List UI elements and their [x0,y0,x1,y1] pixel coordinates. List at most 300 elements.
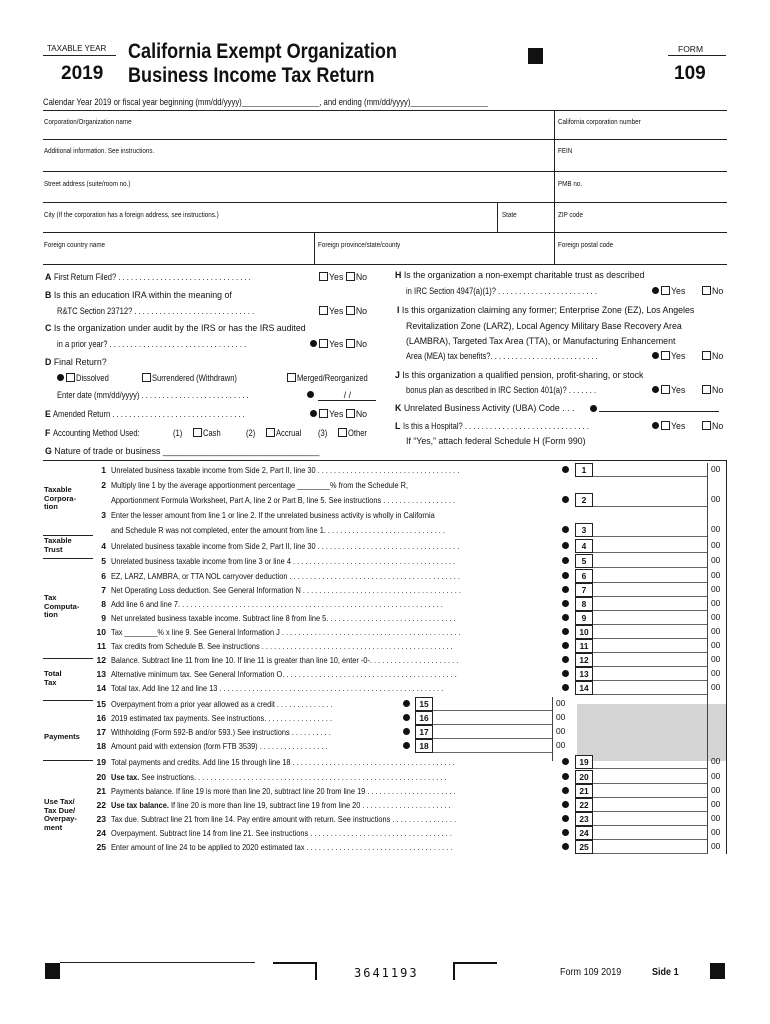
pmb-field[interactable]: PMB no. [558,179,583,188]
checkbox[interactable] [266,428,275,437]
tax-line-5 [93,554,511,568]
line-description [111,699,332,709]
tax-line-7 [93,583,518,597]
cents-column-divider [707,463,708,854]
line-description-text: Enter the lesser amount from line 1 or line 2. If the unrelated business activity is wholly in California [111,510,435,520]
bullet-icon [562,787,569,794]
cents-label: 00 [711,841,721,851]
line-description-text: Withholding (Form 592-B and/or 593.) See instructions . . . . . . . . . . [111,727,331,737]
question-g[interactable]: G Nature of trade or business ________________________________ [45,446,320,456]
bullet-icon [562,758,569,765]
checkbox[interactable] [702,351,711,360]
amount-input-line-20[interactable] [593,770,707,784]
bullet-icon [562,815,569,822]
question-c-cont: in a prior year? . . . . . . . . . . . . . . . . . . . . . . . . . . . . . . . . . [57,339,247,349]
tax-line-4 [93,539,516,553]
line-box-9: 9 [575,611,593,625]
line-description [111,727,331,737]
line-description-text: Multiply line 1 by the average apportionment percentage ________% from the Schedule R, [111,480,409,490]
cents-label: 00 [711,464,721,474]
line-box-4: 4 [575,539,593,553]
line-box-17: 17 [415,725,433,739]
line-description-text: Enter amount of line 24 to be applied to 2020 estimated tax . . . . . . . . . . . . . . . . . . . . . . . . . . . . . . . . . . . . [111,842,453,852]
lines-top-rule [43,460,727,461]
bullet-icon [403,742,410,749]
line-description [111,510,435,520]
question-f: F Accounting Method Used: (1) Cash (2) Accrual (3) Other [45,428,368,438]
tax-line-3 [93,508,487,522]
bullet-icon [307,391,314,398]
line-description [111,757,455,767]
line-box-21: 21 [575,784,593,798]
cents-column-divider [552,697,553,761]
bullet-icon [562,642,569,649]
line-box-6: 6 [575,569,593,583]
section-separator [43,658,93,659]
question-a-yes[interactable]: Yes No [319,272,367,282]
bullet-icon [562,526,569,533]
cents-label: 00 [711,540,721,550]
tax-line-2 [93,478,456,492]
question-i-no[interactable]: No [702,351,723,361]
question-i-yes[interactable]: Yes [650,351,685,361]
amount-input-line-10[interactable] [593,625,707,639]
grid-line [43,171,727,172]
bullet-icon [562,600,569,607]
line-description [111,786,456,796]
checkbox[interactable] [346,409,355,418]
question-j-yes[interactable]: Yes [650,385,685,395]
line-number: 25 [96,842,106,852]
line-description-text: and Schedule R was not completed, enter the amount from line 1. . . . . . . . . . . . . . . . . . . . . . . . . . . . . . [111,525,445,535]
line-number: 12 [96,655,106,665]
amount-column-rule [726,460,727,854]
question-i: I Is this organization claiming any former; Enterprise Zone (EZ), Los Angeles [397,305,695,315]
line-description-text: Overpayment from a prior year allowed as a credit . . . . . . . . . . . . . . [111,699,333,709]
cents-label: 00 [711,494,721,504]
amount-input-line-12[interactable] [593,653,707,667]
footer-rule-left [60,962,255,963]
checkbox[interactable] [702,286,711,295]
bullet-icon [562,614,569,621]
line-description [111,641,453,651]
checkbox[interactable] [661,385,670,394]
tax-line-25 [93,840,508,854]
additional-info-field[interactable]: Additional information. See instructions. [44,146,155,155]
section-taxable-corporation: Taxable Corpora- tion [44,485,77,511]
question-l-no[interactable]: No [702,421,723,431]
registration-mark-bottom-right [710,963,725,979]
cents-label: 00 [711,785,721,795]
question-l-yes[interactable]: Yes [650,421,685,431]
grid-vline [497,202,498,232]
amount-input-line-4[interactable] [593,539,707,553]
line-number: 19 [96,757,106,767]
question-b: B Is this an education IRA within the meaning of [45,290,232,300]
bullet-icon [652,287,659,294]
form-title-line2: Business Income Tax Return [128,64,375,87]
bullet-icon [403,714,410,721]
line-description-text: Tax due. Subtract line 21 from line 14. Pay entire amount with return. See instructions . . . . . . . . . . . . . . . . [111,814,457,824]
amount-input-line-9[interactable] [593,611,707,625]
section-tax-computation: Tax Computa- tion [44,593,80,619]
line-description [111,828,452,838]
registration-mark-top [528,48,543,64]
line-box-1: 1 [575,463,593,477]
cents-label: 00 [711,654,721,664]
question-h-yes[interactable]: Yes [650,286,685,296]
amount-input-line-13[interactable] [593,667,707,681]
line-number: 8 [101,599,106,609]
question-d-date-input[interactable]: / / [305,390,376,401]
tax-line-24 [93,826,507,840]
cents-label: 00 [711,756,721,766]
section-separator [43,760,93,761]
question-a: A First Return Filed? . . . . . . . . . . . . . . . . . . . . . . . . . . . . . . . . [45,272,251,282]
line-number: 23 [96,814,106,824]
line-description [111,627,461,637]
line-description-text: Balance. Subtract line 11 from line 10. If line 11 is greater than line 10, enter -0-. . . . . . . . . . . . . . . . . . . . . . [111,655,459,665]
tax-line-21 [93,784,512,798]
checkbox[interactable] [661,421,670,430]
cents-label: 00 [711,640,721,650]
line-description-text: Alternative minimum tax. See General Information O. . . . . . . . . . . . . . . . . . . . . . . . . . . . . . . . . . . . . . . . . . . [111,669,457,679]
checkbox[interactable] [142,373,151,382]
amount-input-line-21[interactable] [593,784,707,798]
line-number: 3 [101,510,106,520]
line-number: 6 [101,571,106,581]
question-j-cont: bonus plan as described in IRC Section 401(a)? . . . . . . . [406,385,597,395]
line-box-15: 15 [415,697,433,711]
bullet-icon [403,728,410,735]
cents-label: 00 [711,668,721,678]
city-field[interactable]: City (If the corporation has a foreign address, see instructions.) [44,210,219,219]
line-box-18: 18 [415,739,433,753]
tax-line-16 [93,711,368,725]
section-use-tax: Use Tax/ Tax Due/ Overpay- ment [44,797,77,832]
cents-label: 00 [556,698,566,708]
line-box-23: 23 [575,812,593,826]
cents-label: 00 [711,771,721,781]
line-box-20: 20 [575,770,593,784]
bullet-icon [562,496,569,503]
line-box-22: 22 [575,798,593,812]
line-description-text: Overpayment. Subtract line 14 from line 21. See instructions . . . . . . . . . . . . . . . . . . . . . . . . . . . . . . . . . . . [111,828,452,838]
line-box-16: 16 [415,711,433,725]
tax-line-12 [93,653,515,667]
line-description-text: Tax credits from Schedule B. See instructions . . . . . . . . . . . . . . . . . . . . . . . . . . . . . . . . . . . . . . . . . . . . . . . [111,641,453,651]
line-box-24: 24 [575,826,593,840]
tax-line-20 [93,770,501,784]
line-description [111,741,327,751]
line-description-text: Net Operating Loss deduction. See General Information N . . . . . . . . . . . . . . . . . . . . . . . . . . . . . . . . . . . . . . . [111,585,461,595]
line-description-text: Payments balance. If line 19 is more than line 20, subtract line 20 from line 19 . . . . . . . . . . . . . . . . . . . . . . [111,786,456,796]
tax-line-19 [93,755,511,769]
line-box-2: 2 [575,493,593,507]
foreign-province-field[interactable]: Foreign province/state/county [318,240,401,249]
line-description [111,571,460,581]
line-description-text: If line 20 is more than line 19, subtract line 19 from line 20 . . . . . . . . . . . . . . . . . . . . . . [168,800,451,810]
line-box-3: 3 [575,523,593,537]
bullet-icon [57,374,64,381]
line-number: 24 [96,828,106,838]
bullet-icon [562,670,569,677]
line-box-12: 12 [575,653,593,667]
tax-line-9 [93,611,512,625]
bullet-icon [652,386,659,393]
line-number: 14 [96,683,106,693]
grid-line [43,202,727,203]
section-total-tax: Total Tax [44,669,62,687]
ca-corp-number-field[interactable]: California corporation number [558,117,641,126]
line-description [111,599,443,609]
line-number: 22 [96,800,106,810]
bullet-icon [562,586,569,593]
line-description [111,669,457,679]
grid-line [43,139,727,140]
line-box-13: 13 [575,667,593,681]
line-number: 2 [101,480,106,490]
checkbox[interactable] [702,421,711,430]
checkbox[interactable] [338,428,347,437]
cents-label: 00 [711,524,721,534]
bullet-icon [652,422,659,429]
tax-year: 2019 [61,63,104,84]
line-number: 13 [96,669,106,679]
line-description-text: Apportionment Formula Worksheet, Part A, line 2 or Part B, line 5. See instructions . . . . . . . . . . . . . . . . . . [111,495,456,505]
line-description-text: Unrelated business taxable income from Side 2, Part II, line 30 . . . . . . . . . . . . . . . . . . . . . . . . . . . . . . . . . . . [111,465,460,475]
checkbox[interactable] [319,272,328,281]
amount-input-line-1[interactable] [593,463,707,477]
barcode-number: 3641193 [354,966,419,980]
form-number: 109 [674,63,706,84]
tax-line-2-cont [111,493,511,507]
tax-line-18 [93,739,363,753]
line-box-19: 19 [575,755,593,769]
bullet-icon [562,557,569,564]
tax-line-11 [93,639,508,653]
bullet-icon [562,656,569,663]
amount-input-line-11[interactable] [593,639,707,653]
checkbox[interactable] [319,409,328,418]
line-box-14: 14 [575,681,593,695]
amount-input-line-8[interactable] [593,597,707,611]
checkbox[interactable] [346,272,355,281]
question-c-yes[interactable]: Yes No [308,339,367,349]
line-number: 5 [101,556,106,566]
form-label: FORM [678,44,704,54]
line-description [111,541,459,551]
line-number: 20 [96,772,106,782]
amount-input-line-25[interactable] [593,840,707,854]
cents-label: 00 [711,682,721,692]
cents-label: 00 [711,827,721,837]
checkbox[interactable] [66,373,75,382]
line-description-text: See instructions. . . . . . . . . . . . . . . . . . . . . . . . . . . . . . . . . . . . . . . . . . . . . . . . . . . . . . . . . . . . . . [139,772,447,782]
registration-mark-bottom-left [45,963,60,979]
question-b-cont: R&TC Section 23712? . . . . . . . . . . . . . . . . . . . . . . . . . . . . . [57,306,255,316]
line-number: 16 [96,713,106,723]
foreign-postal-field[interactable]: Foreign postal code [558,240,614,249]
amount-input-line-2[interactable] [593,493,707,507]
checkbox[interactable] [661,351,670,360]
amount-input-line-15[interactable] [433,697,553,711]
amount-input-line-16[interactable] [433,711,553,725]
line-description [111,800,451,810]
line-box-5: 5 [575,554,593,568]
bullet-icon [652,352,659,359]
question-l-cont: If “Yes,” attach federal Schedule H (Form 990) [406,436,586,446]
checkbox[interactable] [319,339,328,348]
tax-line-8 [93,597,497,611]
line-description [111,713,332,723]
line-description [111,683,443,693]
question-h-cont: in IRC Section 4947(a)(1)? . . . . . . . . . . . . . . . . . . . . . . . . [406,286,597,296]
form-title-line1: California Exempt Organization [128,40,397,63]
line-description [111,556,455,566]
cents-label: 00 [711,584,721,594]
question-k-input[interactable] [588,403,719,414]
amount-input-line-3[interactable] [593,523,707,537]
zip-field[interactable]: ZIP code [558,210,584,219]
question-d-date: Enter date (mm/dd/yyyy) . . . . . . . . . . . . . . . . . . . . . . . . . . [57,390,249,400]
bullet-icon [562,466,569,473]
line-box-7: 7 [575,583,593,597]
footer-form-year: Form 109 2019 [560,966,622,978]
line-description [111,842,452,852]
question-j-no[interactable]: No [702,385,723,395]
question-e-yes[interactable]: Yes No [308,409,367,419]
checkbox[interactable] [287,373,296,382]
line-description-text: Add line 6 and line 7. . . . . . . . . . . . . . . . . . . . . . . . . . . . . . . . . . . . . . . . . . . . . . . . . . . . . . . . . . . . . . . . . [111,599,443,609]
cents-label: 00 [711,555,721,565]
question-i-4: Area (MEA) tax benefits?. . . . . . . . . . . . . . . . . . . . . . . . . . [406,351,598,361]
tax-line-10 [93,625,517,639]
tax-line-3-cont [111,523,499,537]
question-c: C Is the organization under audit by the IRS or has the IRS audited [45,323,306,333]
grid-line [43,264,727,265]
line-description [111,480,408,490]
line-description-bold: Use tax. [111,772,140,782]
section-taxable-trust: Taxable Trust [44,536,72,554]
section-payments: Payments [44,732,80,741]
amount-input-line-7[interactable] [593,583,707,597]
question-b-yes[interactable]: Yes No [319,306,367,316]
line-description [111,772,447,782]
cents-label: 00 [556,740,566,750]
line-box-10: 10 [575,625,593,639]
section-separator [43,700,93,701]
line-description-text: Unrelated business taxable income from Side 2, Part II, line 30 . . . . . . . . . . . . . . . . . . . . . . . . . . . . . . . . . . . [111,541,460,551]
amount-input-line-22[interactable] [593,798,707,812]
cents-label: 00 [556,726,566,736]
bullet-icon [562,773,569,780]
line-description-text: Total payments and credits. Add line 15 through line 18 . . . . . . . . . . . . . . . . . . . . . . . . . . . . . . . . . . . . . . . . [111,757,455,767]
line-description [111,655,458,665]
line-number: 15 [96,699,106,709]
bullet-icon [562,684,569,691]
question-i-3: (LAMBRA), Targeted Tax Area (TTA), or Manufacturing Enhancement [406,336,676,346]
calendar-year-line[interactable]: Calendar Year 2019 or fiscal year beginning (mm/dd/yyyy)__________________, and ending (mm/dd/yyyy)__________________ [43,97,488,107]
amount-input-line-6[interactable] [593,569,707,583]
shaded-area [577,704,726,761]
checkbox[interactable] [661,286,670,295]
line-description [111,585,461,595]
footer-side: Side 1 [652,966,679,978]
line-description [111,465,459,475]
checkbox[interactable] [346,339,355,348]
fein-field[interactable]: FEIN [558,146,573,155]
line-description [111,613,456,623]
state-field[interactable]: State [502,210,517,219]
line-description-text: Tax ________% x line 9. See General Information J . . . . . . . . . . . . . . . . . . . . . . . . . . . . . . . . . . . . . . . . . . . . [111,627,461,637]
question-d-options: Dissolved Surrendered (Withdrawn) Merged/Reorganized [55,373,377,383]
amount-input-line-23[interactable] [593,812,707,826]
line-number: 4 [101,541,106,551]
checkbox[interactable] [193,428,202,437]
question-k: K Unrelated Business Activity (UBA) Code . . . [395,403,575,413]
line-description-text: Amount paid with extension (form FTB 3539) . . . . . . . . . . . . . . . . . [111,741,328,751]
amount-input-line-18[interactable] [433,739,553,753]
line-number: 21 [96,786,106,796]
bullet-icon [590,405,597,412]
line-number: 9 [101,613,106,623]
tax-line-13 [93,667,513,681]
line-box-8: 8 [575,597,593,611]
bullet-icon [562,572,569,579]
grid-line [43,232,727,233]
cents-label: 00 [711,612,721,622]
question-h-no[interactable]: No [702,286,723,296]
amount-input-line-14[interactable] [593,681,707,695]
line-description-text: EZ, LARZ, LAMBRA, or TTA NOL carryover deduction . . . . . . . . . . . . . . . . . . . . . . . . . . . . . . . . . . . . . . . . . . [111,571,460,581]
line-description-text: Unrelated business taxable income from line 3 or line 4 . . . . . . . . . . . . . . . . . . . . . . . . . . . . . . . . . . . . . . . . [111,556,456,566]
line-number: 11 [96,641,106,651]
bullet-icon [562,801,569,808]
checkbox[interactable] [702,385,711,394]
bullet-icon [562,843,569,850]
checkbox[interactable] [346,306,355,315]
bullet-icon [403,700,410,707]
tax-line-17 [93,725,367,739]
cents-label: 00 [556,712,566,722]
amount-input-line-17[interactable] [433,725,553,739]
tax-line-14 [93,681,497,695]
corp-name-field[interactable]: Corporation/Organization name [44,117,132,126]
amount-input-line-5[interactable] [593,554,707,568]
cents-label: 00 [711,626,721,636]
line-description-text: Net unrelated business taxable income. Subtract line 8 from line 5. . . . . . . . . . . . . . . . . . . . . . . . . . . . . . . . [111,613,456,623]
bullet-icon [562,542,569,549]
checkbox[interactable] [319,306,328,315]
question-d: D Final Return? [45,357,107,367]
foreign-country-field[interactable]: Foreign country name [44,240,106,249]
line-number: 18 [96,741,106,751]
question-e: E Amended Return . . . . . . . . . . . . . . . . . . . . . . . . . . . . . . . . [45,409,246,419]
taxable-year-underline [43,55,116,56]
grid-vline [554,110,555,264]
amount-input-line-24[interactable] [593,826,707,840]
amount-input-line-19[interactable] [593,755,707,769]
cents-label: 00 [711,598,721,608]
cents-label: 00 [711,799,721,809]
question-h: H Is the organization a non-exempt charitable trust as described [395,270,645,280]
section-separator [43,558,93,559]
street-address-field[interactable]: Street address (suite/room no.) [44,179,131,188]
line-number: 7 [101,585,106,595]
taxable-year-label: TAXABLE YEAR [47,44,107,53]
tax-line-22 [93,798,506,812]
